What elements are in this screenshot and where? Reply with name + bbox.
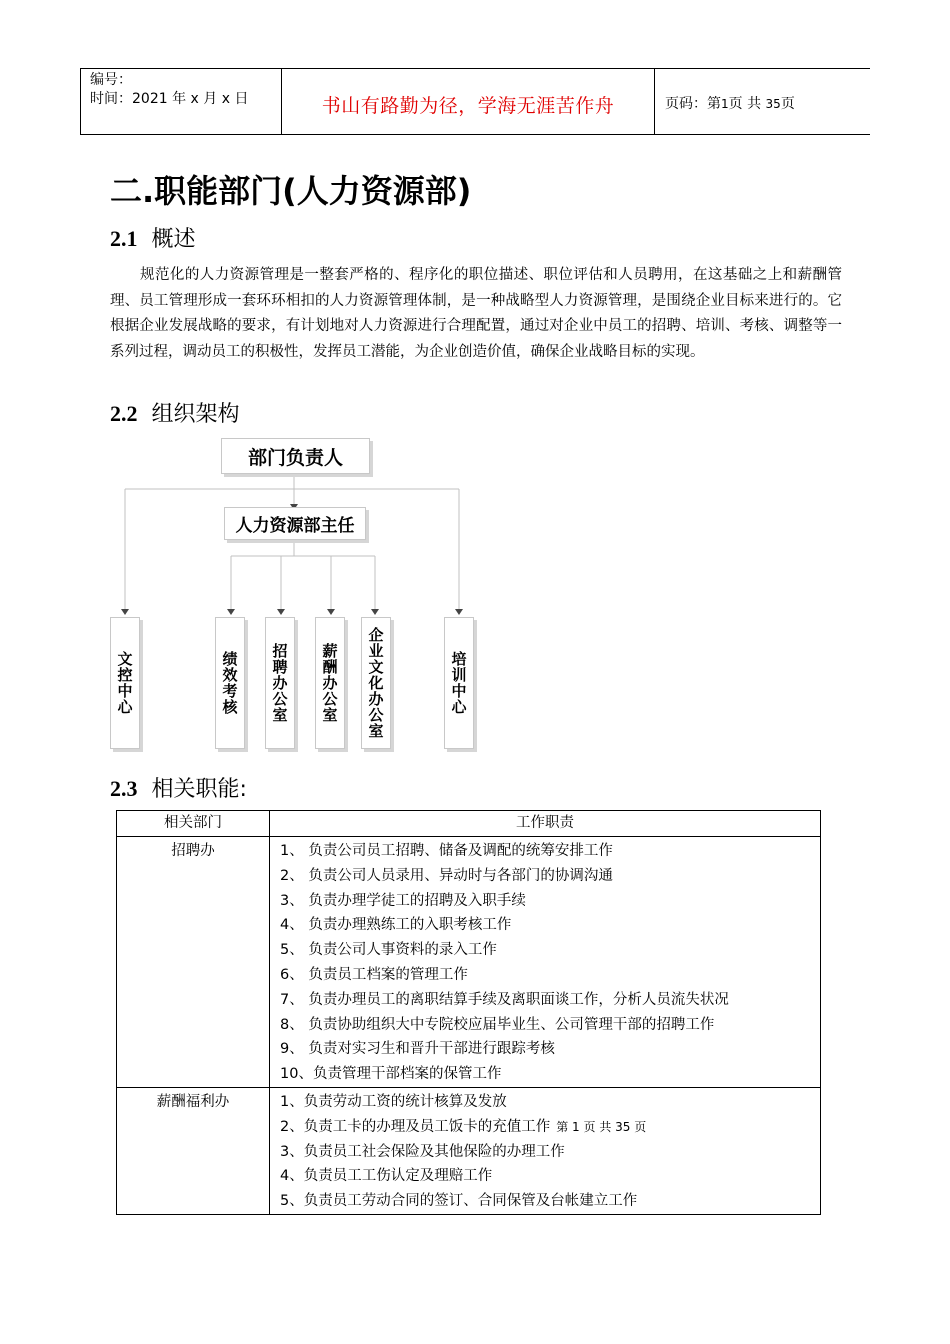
org-node-top: 部门负责人 <box>221 438 370 474</box>
duty-item: 1、 负责公司员工招聘、储备及调配的统筹安排工作 <box>280 843 613 859</box>
page-note: 第 1 页 共 35 页 <box>556 1119 647 1134</box>
org-node-leaf: 企业文化办公室 <box>361 617 391 749</box>
table-header-row <box>117 811 821 837</box>
org-node-leaf: 薪酬办公室 <box>315 617 345 749</box>
page-title: 二.职能部门(人力资源部) <box>110 172 472 210</box>
org-node-leaf: 招聘办公室 <box>265 617 295 749</box>
duty-item: 3、 负责办理学徒工的招聘及入职手续 <box>280 892 526 909</box>
number-label: 编号： <box>90 72 132 88</box>
org-node-leaf: 绩效考核 <box>215 617 245 749</box>
arrow-down-icon <box>121 609 129 615</box>
duties-table <box>116 810 821 1215</box>
column-header: 相关部门 <box>117 811 270 837</box>
duty-item: 2、 负责公司人员录用、异动时与各部门的协调沟通 <box>280 867 613 884</box>
duty-item: 4、 负责办理熟练工的入职考核工作 <box>280 917 512 934</box>
duty-item: 7、 负责办理员工的离职结算手续及离职面谈工作，分析人员流失状况 <box>280 991 729 1008</box>
duty-item: 9、 负责对实习生和晋升干部进行跟踪考核 <box>280 1041 555 1058</box>
arrow-down-icon <box>227 609 235 615</box>
section-heading: 2.2 组织架构 <box>110 401 240 427</box>
arrow-down-icon <box>371 609 379 615</box>
duties-cell <box>270 1087 821 1214</box>
duty-item: 4、负责员工工伤认定及理赔工作 <box>280 1168 493 1185</box>
duty-item: 10、负责管理干部档案的保管工作 <box>280 1066 502 1083</box>
table-row <box>117 837 821 1088</box>
duty-item: 2、负责工卡的办理及员工饭卡的充值工作 第 1 页 共 35 页 <box>280 1118 647 1135</box>
duty-item: 5、 负责公司人事资料的录入工作 <box>280 942 497 959</box>
duty-item: 8、 负责协助组织大中专院校应届毕业生、公司管理干部的招聘工作 <box>280 1016 715 1033</box>
org-node-mid: 人力资源部主任 <box>224 507 366 540</box>
duties-cell <box>270 837 821 1088</box>
org-node-leaf: 培训中心 <box>444 617 474 749</box>
section-heading: 2.1 概述 <box>110 226 196 252</box>
time-label: 时间：2021 年 x 月 x 日 <box>90 91 249 107</box>
arrow-down-icon <box>277 609 285 615</box>
duty-item: 1、负责劳动工资的统计核算及发放 <box>280 1093 507 1110</box>
header-slogan: 书山有路勤为径，学海无涯苦作舟 <box>321 95 615 117</box>
org-node-leaf: 文控中心 <box>110 617 140 749</box>
dept-cell: 薪酬福利办 <box>117 1087 270 1214</box>
table-row <box>117 1087 821 1214</box>
dept-cell: 招聘办 <box>117 837 270 1088</box>
page-counter: 页码：第1页 共 35页 <box>665 96 795 112</box>
column-header: 工作职责 <box>270 811 821 837</box>
arrow-down-icon <box>455 609 463 615</box>
overview-paragraph: 规范化的人力资源管理是一整套严格的、程序化的职位描述、职位评估和人员聘用，在这基础之上和薪酬管理、员工管理形成一套环环相扣的人力资源管理体制，是一种战略型人力资源管理，是围绕企业目标来进行的。它根据企业发展战略的要求，有计划地对人力资源进行合理配置，通过对企业中员工的招聘、培训、考核、调整等一系列过程，调动员工的积极性，发挥员工潜能，为企业创造价值，确保企业战略目标的实现。 <box>110 267 842 360</box>
duty-item: 6、 负责员工档案的管理工作 <box>280 966 468 983</box>
arrow-down-icon <box>327 609 335 615</box>
duty-item: 5、负责员工劳动合同的签订、合同保管及台帐建立工作 <box>280 1193 638 1210</box>
section-heading: 2.3 相关职能: <box>110 776 247 802</box>
page-current: 1 <box>721 97 729 111</box>
duty-item: 3、负责员工社会保险及其他保险的办理工作 <box>280 1143 565 1160</box>
page-total: 35 <box>765 97 781 111</box>
